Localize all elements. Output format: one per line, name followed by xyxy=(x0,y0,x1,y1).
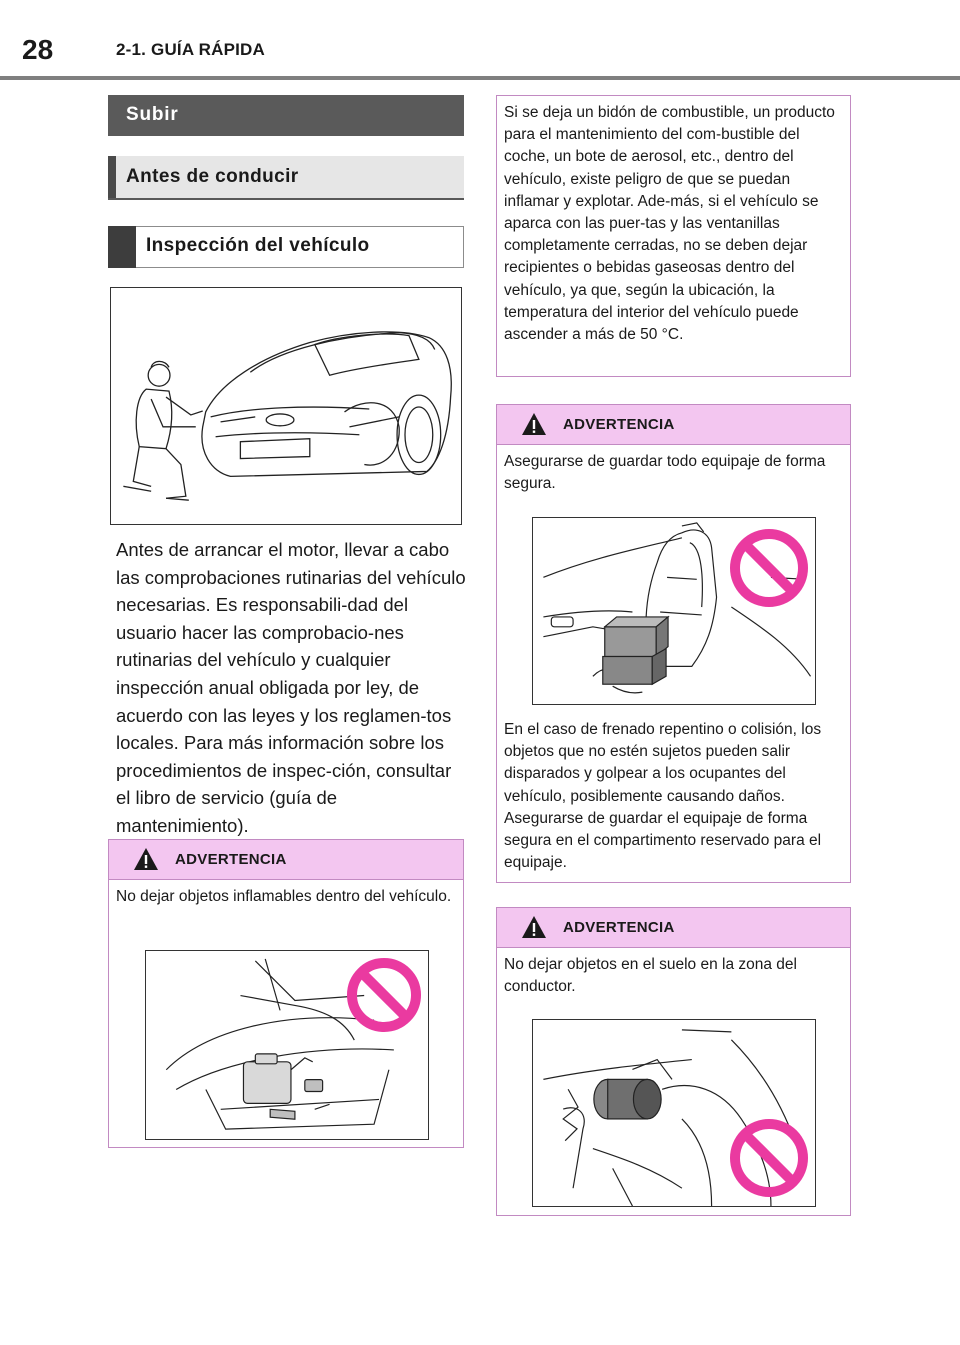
warning-title: ADVERTENCIA xyxy=(175,851,287,868)
warning-header xyxy=(497,908,850,948)
warning-triangle-icon xyxy=(521,412,547,436)
warning-box-luggage xyxy=(496,404,851,883)
warning-triangle-icon xyxy=(521,915,547,939)
continuation-text: Si se deja un bidón de combustible, un producto para el mantenimiento del com-bustible del coche, un bote de aerosol, etc., dentro del vehículo, existe peligro de que se puedan inflamar y explotar. Ade-más, si el vehículo se aparca con las puer-tas y las ventanillas completamente cerradas, no se deben dejar recipientes o bebidas gaseosas dentro del vehículo, ya que, según la ubicación, la temperatura del interior del vehículo puede ascender a más de 50 °C. xyxy=(504,104,835,344)
warning-text: No dejar objetos en el suelo en la zona del conductor. xyxy=(504,956,797,996)
heading-marker xyxy=(108,156,116,198)
prohibition-sign-icon xyxy=(729,1118,809,1198)
page-header xyxy=(0,0,960,80)
heading-antes-de-conducir xyxy=(108,156,464,200)
heading-antes-label: Antes de conducir xyxy=(126,166,299,187)
seat-luggage-illustration xyxy=(532,517,816,705)
warning-title: ADVERTENCIA xyxy=(563,919,675,936)
warning-header xyxy=(497,405,850,445)
trunk-fuel-can-illustration xyxy=(145,950,429,1140)
heading-subir xyxy=(108,95,464,136)
heading-marker xyxy=(108,226,136,268)
prohibition-sign-icon xyxy=(729,528,809,608)
heading-inspeccion-label: Inspección del vehículo xyxy=(146,235,370,256)
warning-title: ADVERTENCIA xyxy=(563,416,675,433)
inspection-body-text: Antes de arrancar el motor, llevar a cabo las comprobaciones rutinarias del vehículo necesarias. Es responsabili-dad del usuario hacer las comprobacio-nes rutinarias del vehículo y cualquier inspección anual obligada por ley, de acuerdo con las leyes y los reglamen-tos locales. Para más información sobre los procedimientos de inspec-ción, consultar el libro de servicio (guía de mantenimiento). xyxy=(116,539,466,836)
warning-box-driver-floor xyxy=(496,907,851,1216)
warning-header xyxy=(109,840,463,880)
page-number: 28 xyxy=(22,34,54,65)
warning-text: No dejar objetos inflamables dentro del vehículo. xyxy=(116,888,452,905)
section-title: 2-1. GUÍA RÁPIDA xyxy=(116,40,265,59)
heading-subir-label: Subir xyxy=(126,104,179,125)
vehicle-inspection-illustration xyxy=(110,287,462,525)
warning-text-intro: Asegurarse de guardar todo equipaje de forma segura. xyxy=(504,453,826,493)
warning-box-flammables xyxy=(108,839,464,1148)
heading-inspeccion xyxy=(108,226,464,268)
warning-text-detail: En el caso de frenado repentino o colisión, los objetos que no estén sujetos pueden salir disparados y golpear a los ocupantes del vehículo, posiblemente causando daños. Asegurarse de guardar el equipaje de forma segura en el compartimento reservado para el equipaje. xyxy=(504,721,822,872)
warning-triangle-icon xyxy=(133,847,159,871)
driver-floor-object-illustration xyxy=(532,1019,816,1207)
continuation-note-box xyxy=(496,95,851,377)
header-rule xyxy=(0,76,960,80)
prohibition-sign-icon xyxy=(346,957,422,1033)
